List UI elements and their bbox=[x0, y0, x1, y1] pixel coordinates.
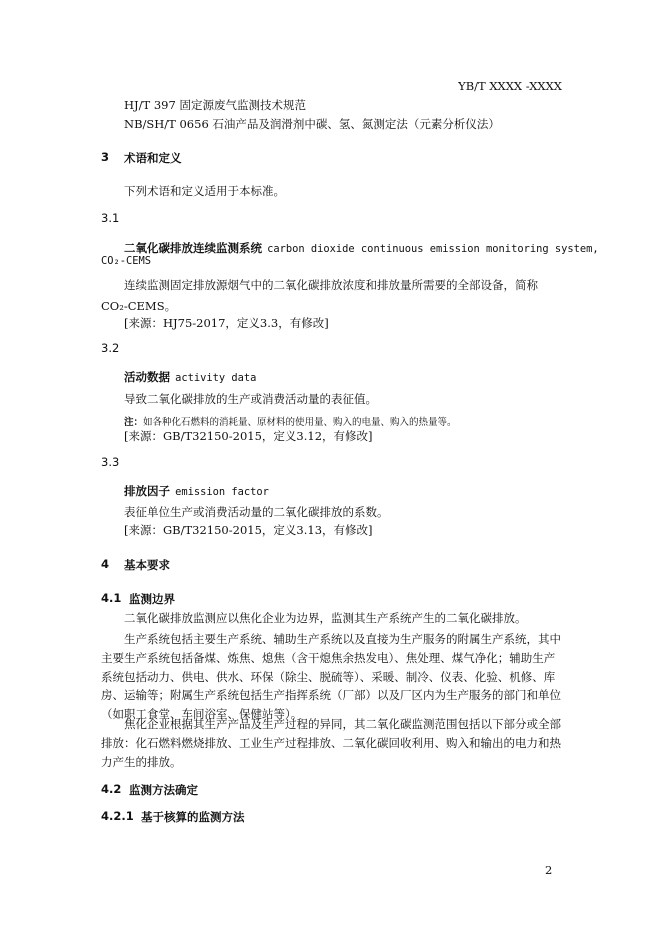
subsection-number: 4.2 bbox=[101, 782, 122, 796]
term-definition: 表征单位生产或消费活动量的二氧化碳排放的系数。 bbox=[124, 505, 389, 519]
reference-item: NB/SH/T 0656 石油产品及润滑剂中碳、氢、氮测定法（元素分析仪法） bbox=[124, 117, 500, 131]
subsection-title: 监测方法确定 bbox=[129, 783, 198, 797]
term-chinese: 排放因子 bbox=[124, 484, 170, 498]
section-number: 4 bbox=[101, 557, 110, 571]
body-paragraph: 焦化企业根据其生产产品及生产过程的异同，其二氧化碳监测范围包括以下部分或全部排放：化石燃料燃烧排放、工业生产过程排放、二氧化碳回收利用、购入和输出的电力和热力产生的排放。 bbox=[101, 717, 561, 769]
term-english: activity data bbox=[175, 372, 257, 384]
term-english-continued: CO₂-CEMS bbox=[101, 255, 152, 267]
body-paragraph: 生产系统包括主要生产系统、辅助生产系统以及直接为生产服务的附属生产系统，其中主要生产系统包括备煤、炼焦、熄焦（含干熄焦余热发电）、焦处理、煤气净化；辅助生产系统包括动力、供电、供水、环保（除尘、脱硫等）、采暖、制冷、仪表、化验、机修、库房、运输等；附属生产系统包括生产指挥系统（厂部）以及厂区内为生产服务的部门和单位（如职工食堂、车间浴室、保健站等）。 bbox=[101, 632, 561, 722]
body-paragraph: 二氧化碳排放监测应以焦化企业为边界，监测其生产系统产生的二氧化碳排放。 bbox=[124, 611, 527, 625]
section-title: 术语和定义 bbox=[124, 151, 182, 165]
term-note bbox=[124, 410, 457, 429]
section-intro: 下列术语和定义适用于本标准。 bbox=[124, 184, 285, 198]
term-definition: 导致二氧化碳排放的生产或消费活动量的表征值。 bbox=[124, 392, 377, 406]
term-number: 3.2 bbox=[101, 341, 120, 355]
term-heading bbox=[124, 237, 599, 256]
term-number: 3.3 bbox=[101, 455, 120, 469]
page-number: 2 bbox=[545, 863, 553, 877]
term-definition: 连续监测固定排放源烟气中的二氧化碳排放浓度和排放量所需要的全部设备，简称CO₂-CEMS。 bbox=[101, 278, 538, 313]
term-chinese: 活动数据 bbox=[124, 370, 170, 384]
term-heading bbox=[124, 366, 256, 385]
term-number: 3.1 bbox=[101, 211, 120, 225]
reference-item: HJ/T 397 固定源废气监测技术规范 bbox=[124, 98, 306, 112]
note-label: 注： bbox=[124, 417, 144, 428]
term-source: [来源：GB/T32150-2015，定义3.13，有修改] bbox=[124, 523, 373, 537]
term-english: emission factor bbox=[175, 486, 269, 498]
term-chinese: 二氧化碳排放连续监测系统 bbox=[124, 241, 262, 255]
note-text: 如各种化石燃料的消耗量、原材料的使用量、购入的电量、购入的热量等。 bbox=[143, 417, 457, 428]
term-heading bbox=[124, 480, 269, 499]
section-number: 3 bbox=[101, 150, 110, 164]
subsubsection-number: 4.2.1 bbox=[101, 809, 134, 823]
term-source: [来源：HJ75-2017，定义3.3，有修改] bbox=[124, 316, 329, 330]
subsection-number: 4.1 bbox=[101, 591, 122, 605]
section-title: 基本要求 bbox=[124, 558, 170, 572]
subsubsection-title: 基于核算的监测方法 bbox=[141, 810, 245, 824]
term-source: [来源：GB/T32150-2015，定义3.12，有修改] bbox=[124, 429, 373, 443]
subsection-title: 监测边界 bbox=[129, 592, 175, 606]
document-code: YB/T XXXX -XXXX bbox=[458, 79, 562, 93]
term-english: carbon dioxide continuous emission monitoring system, bbox=[267, 243, 599, 255]
